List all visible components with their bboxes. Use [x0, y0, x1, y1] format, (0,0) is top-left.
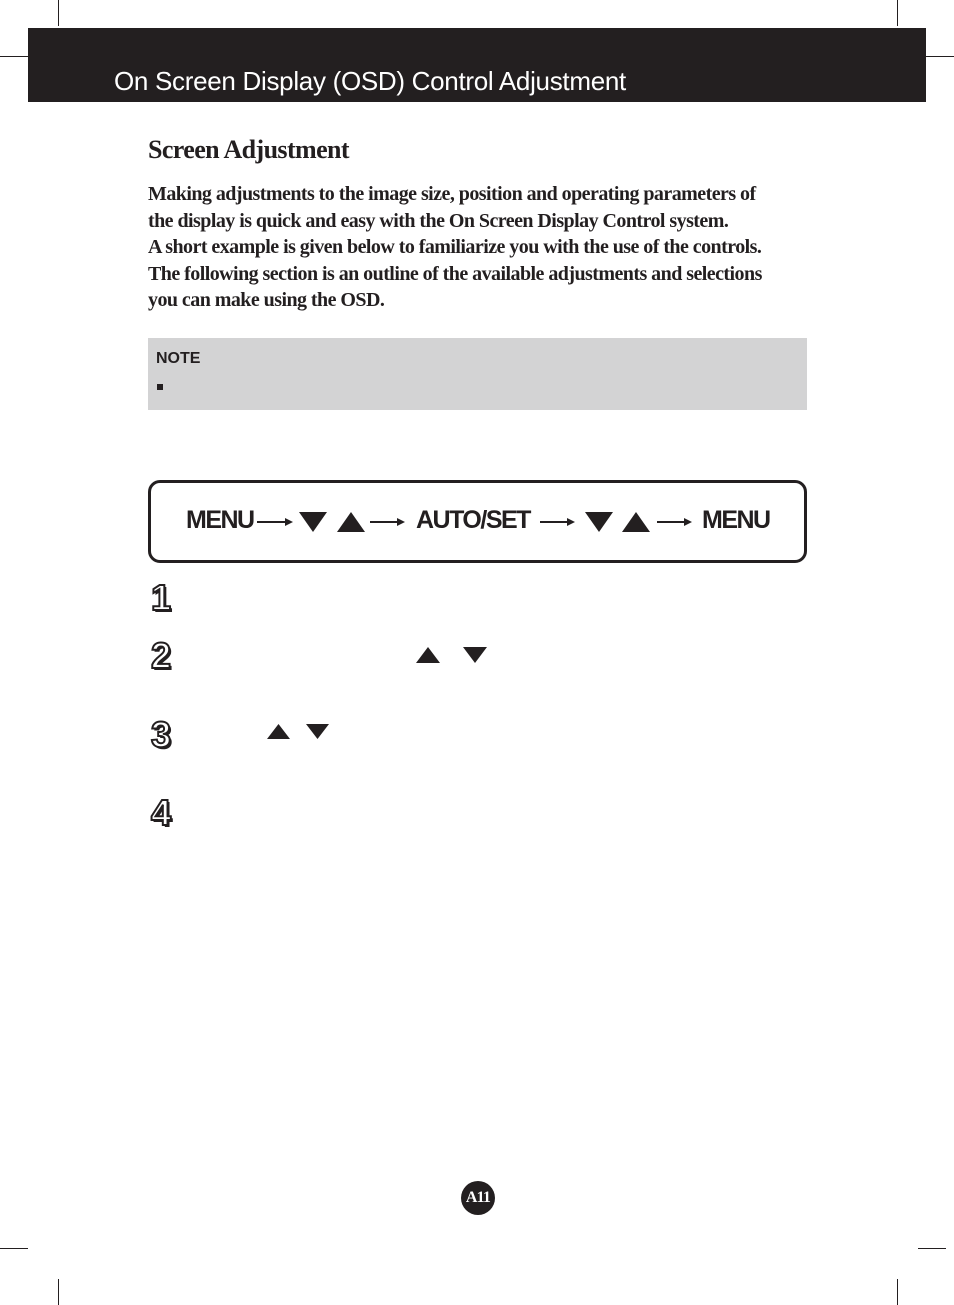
step-3-icons — [265, 723, 335, 743]
intro-line: you can make using the OSD. — [148, 289, 385, 311]
page-number-badge: A11 — [461, 1181, 495, 1215]
intro-line: Making adjustments to the image size, position and operating parameters of — [148, 183, 756, 205]
up-triangle-icon — [622, 512, 650, 532]
section-title: Screen Adjustment — [148, 135, 349, 164]
step-number-2: 2 — [151, 635, 172, 676]
step-number-3: 3 — [151, 714, 172, 755]
arrow-right-icon — [257, 518, 293, 526]
step-2-icons — [414, 646, 494, 666]
down-triangle-icon — [463, 647, 487, 663]
flow-menu-label-end: MENU — [702, 506, 770, 534]
note-bullet-icon — [157, 384, 163, 390]
intro-line: The following section is an outline of the available adjustments and selections — [148, 262, 762, 285]
down-triangle-icon — [585, 512, 613, 532]
crop-mark-top-left-h — [0, 56, 28, 57]
up-triangle-icon — [267, 724, 290, 739]
flow-menu-label: MENU — [186, 506, 254, 534]
flow-autoset-label: AUTO/SET — [416, 506, 530, 534]
page-title: On Screen Display (OSD) Control Adjustment — [114, 66, 626, 96]
intro-line: A short example is given below to familiarize you with the use of the controls. — [148, 236, 762, 258]
control-flow-box — [148, 480, 807, 563]
crop-mark-top-right-h — [926, 56, 954, 57]
step-number-1: 1 — [151, 577, 172, 618]
step-number-4: 4 — [151, 792, 172, 833]
intro-line: the display is quick and easy with the On Screen Display Control system. — [148, 209, 729, 232]
crop-mark-bottom-left — [58, 1279, 59, 1305]
note-box — [148, 338, 807, 410]
note-label: NOTE — [156, 350, 201, 367]
arrow-right-icon — [370, 518, 405, 526]
crop-mark-bottom-left-h — [0, 1248, 28, 1249]
crop-mark-bottom-right — [897, 1279, 898, 1305]
crop-mark-bottom-right-h — [918, 1248, 946, 1249]
intro-paragraph — [148, 181, 848, 314]
up-triangle-icon — [416, 647, 440, 663]
header-bar — [28, 28, 926, 102]
arrow-right-icon — [657, 518, 692, 526]
arrow-right-icon — [540, 518, 575, 526]
down-triangle-icon — [299, 512, 327, 532]
crop-mark-top-right — [897, 0, 898, 26]
crop-mark-top-left — [58, 0, 59, 26]
down-triangle-icon — [306, 724, 329, 739]
up-triangle-icon — [337, 512, 365, 532]
